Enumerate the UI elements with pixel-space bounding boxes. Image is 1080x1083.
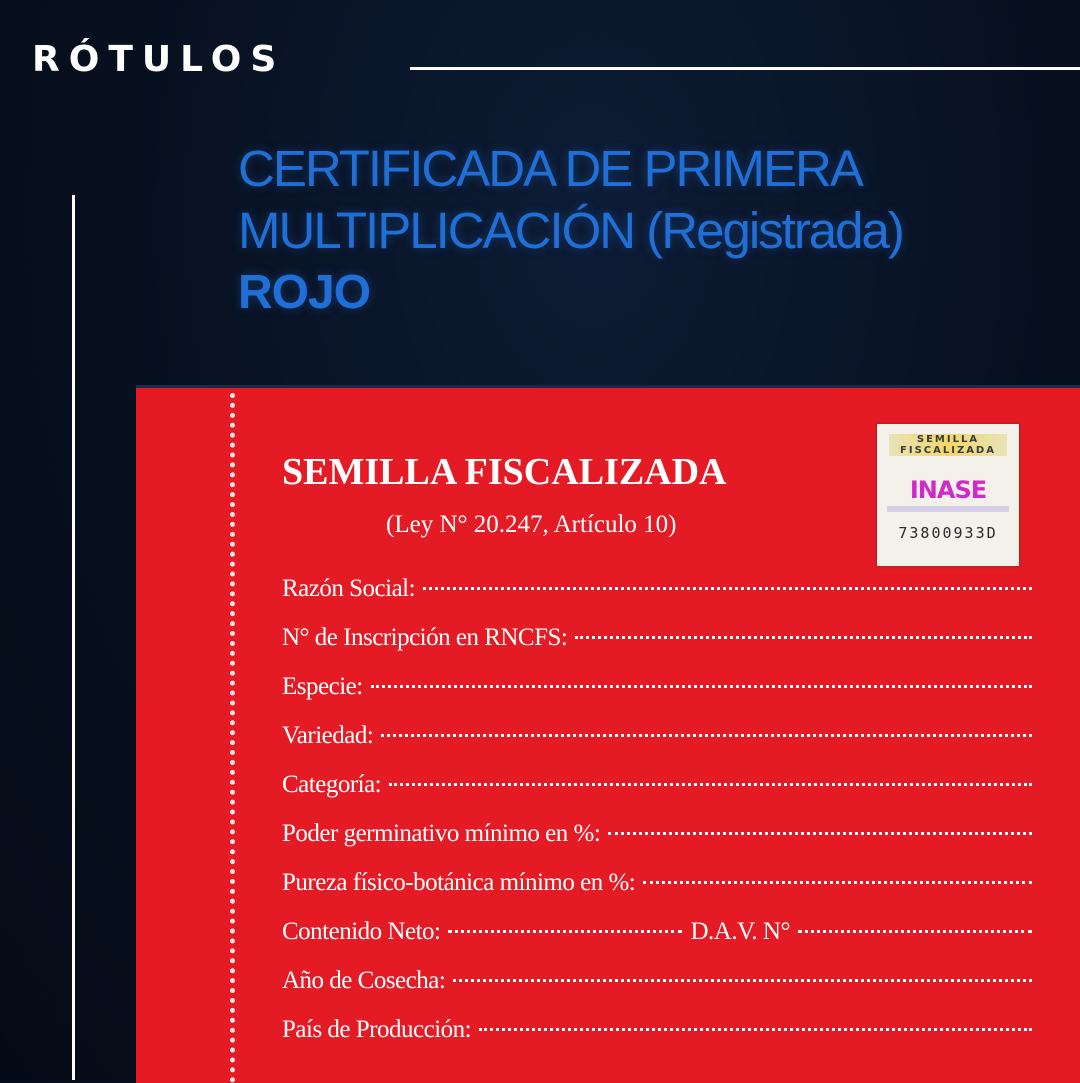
field-dotted-line [798, 930, 1032, 933]
top-divider [410, 67, 1080, 70]
stamp-band [887, 506, 1009, 512]
category-heading [238, 138, 1058, 324]
label-fields [282, 574, 1032, 1064]
stamp-logo-icon: INASE [909, 476, 987, 504]
side-divider [72, 195, 75, 1080]
stamp-number: 73800933D [898, 524, 998, 542]
field-dotted-line [371, 685, 1032, 688]
field-label: País de Producción: [282, 1016, 472, 1043]
field-dotted-line [448, 930, 682, 933]
stamp-header: SEMILLA FISCALIZADA [889, 434, 1007, 456]
field-dotted-line [643, 881, 1032, 884]
field-label: N° de Inscripción en RNCFS: [282, 624, 568, 651]
field-label: Razón Social: [282, 575, 416, 602]
field-dotted-line [575, 636, 1032, 639]
field-poder-germinativo [282, 819, 1032, 868]
heading-line-1: CERTIFICADA DE PRIMERA [238, 140, 862, 197]
field-pureza [282, 868, 1032, 917]
field-label: Pureza físico-botánica mínimo en %: [282, 869, 636, 896]
field-dotted-line [423, 587, 1032, 590]
field-label-dav: D.A.V. N° [690, 918, 790, 945]
heading-color-word: ROJO [238, 266, 371, 319]
perforation-line [230, 393, 235, 1083]
heading-line-2: MULTIPLICACIÓN (Registrada) [238, 202, 903, 259]
field-inscripcion [282, 623, 1032, 672]
field-dotted-line [479, 1028, 1032, 1031]
field-label: Categoría: [282, 771, 382, 798]
field-label: Variedad: [282, 722, 374, 749]
field-label: Contenido Neto: [282, 918, 441, 945]
field-dotted-line [453, 979, 1032, 982]
field-dotted-line [389, 783, 1032, 786]
field-categoria [282, 770, 1032, 819]
field-contenido-neto [282, 917, 1032, 966]
field-variedad [282, 721, 1032, 770]
field-label: Especie: [282, 673, 363, 700]
fiscal-stamp [877, 424, 1019, 566]
field-razon-social [282, 574, 1032, 623]
brand-title: RÓTULOS [32, 39, 286, 80]
seed-label-card [136, 385, 1080, 1083]
law-reference: (Ley N° 20.247, Artículo 10) [386, 511, 677, 538]
label-title: SEMILLA FISCALIZADA [282, 451, 727, 493]
field-label: Año de Cosecha: [282, 967, 446, 994]
field-dotted-line [608, 832, 1032, 835]
field-ano-cosecha [282, 966, 1032, 1015]
field-label: Poder germinativo mínimo en %: [282, 820, 601, 847]
field-especie [282, 672, 1032, 721]
field-dotted-line [381, 734, 1032, 737]
field-pais-produccion [282, 1015, 1032, 1064]
